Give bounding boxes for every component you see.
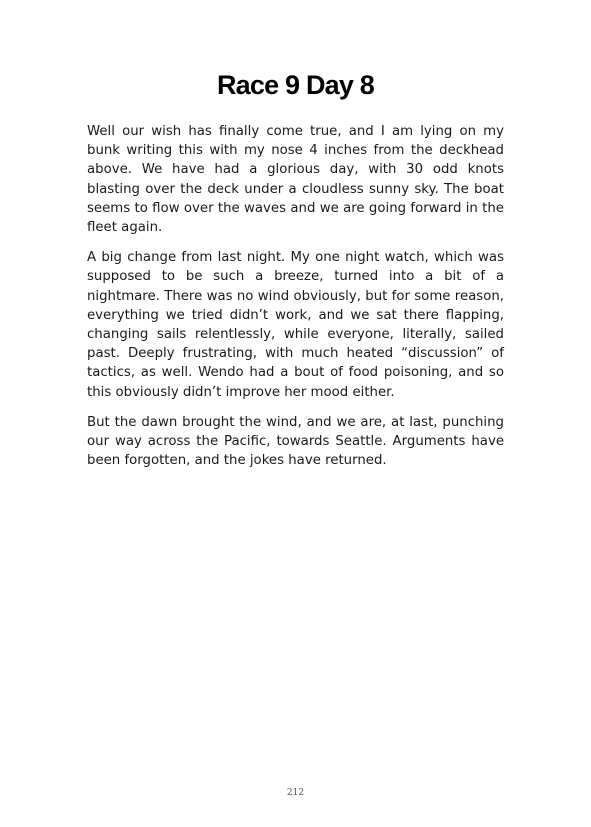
page-title: Race 9 Day 8 (216, 70, 374, 100)
page-number: 212 (286, 788, 305, 798)
body-text (87, 122, 504, 481)
paragraph-2: A big change from last night. My one night watch, which was supposed to be such a breeze, turned into a bit of a nightmare. There was no wind obviously, but for some reason, everything we tried didn’t work, and we sat there flapping, changing sails relentlessly, while everyone, literally, sailed past. Deeply frustrating, with much heated “discussion” of tactics, as well. Wendo had a bout of food poisoning, and so this obviously didn’t improve her mood either. (87, 250, 504, 400)
paragraph-1: Well our wish has finally come true, and I am lying on my bunk writing this with my nose 4 inches from the deckhead above. We have had a glorious day, with 30 odd knots blasting over the deck under a cloudless sunny sky. The boat seems to flow over the waves and we are going forward in the fleet again. (87, 124, 504, 236)
paragraph-3: But the dawn brought the wind, and we are, at last, punching our way across the Pacific, towards Seattle. Arguments have been forgotten, and the jokes have returned. (87, 414, 504, 469)
